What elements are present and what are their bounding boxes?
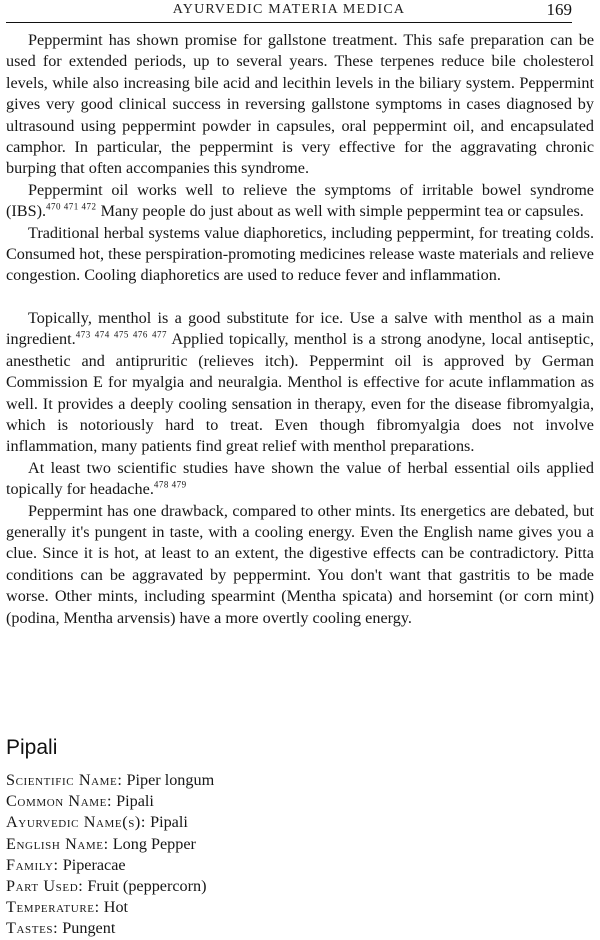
- citation-refs: 473 474 475 476 477: [75, 329, 167, 340]
- fact-label: Common Name:: [6, 792, 113, 811]
- fact-value: Hot: [103, 898, 129, 917]
- fact-family: [6, 855, 566, 876]
- paragraph-text: Applied topically, menthol is a strong anodyne, local antiseptic, anesthetic and antipruritic (relieves itch). Peppermint oil is approved by German Commission E for myalgia and neuralgia. Menthol is effective for acute inflammation as well. It provides a deeply cooling sensation in therapy, even for the disease fibromyalgia, which is notoriously hard to treat. Even though fibromyalgia does not involve inflammation, many patients find great relief with menthol preparations.: [6, 330, 594, 456]
- fact-label: Family:: [6, 855, 59, 874]
- paragraph-text: Peppermint has shown promise for gallstone treatment. This safe preparation can be used for extended periods, up to several years. These terpenes reduce bile cholesterol levels, while also increasing bile acid and lecithin levels in the biliary system. Peppermint gives very good clinical success in reversing gallstone symptoms in cases diagnosed by ultrasound using peppermint powder in capsules, oral peppermint oil, and encapsulated camphor. In particular, the peppermint is very effective for the aggravating chronic burping that often accompanies this syndrome.: [6, 31, 594, 178]
- fact-ayurvedic-name: [6, 812, 566, 833]
- paragraph-text: Peppermint has one drawback, compared to other mints. Its energetics are debated, but generally it's pungent in taste, with a cooling energy. Even the English name gives you a clue. Since it is hot, at least to an extent, the digestive effects can be contradictory. Pitta conditions can be aggravated by peppermint. You don't want that gastritis to be made worse. Other mints, including spearmint (Mentha spicata) and horsemint (or corn mint) (podina, Mentha arvensis) have a more overtly cooling energy.: [6, 501, 594, 627]
- paragraph-text: Peppermint oil works well to relieve the symptoms of irritable bowel syndrome (IBS).: [6, 180, 594, 221]
- fact-value: Pungent: [62, 919, 116, 938]
- paragraph-headache: [6, 458, 594, 501]
- fact-label: Temperature:: [6, 898, 100, 917]
- running-head: [6, 2, 572, 24]
- paragraph-ibs: [6, 180, 594, 223]
- paragraph-menthol: [6, 308, 594, 458]
- page-number: 169: [546, 0, 572, 19]
- paragraph-gallstone: [6, 30, 594, 180]
- fact-value: Fruit (peppercorn): [87, 877, 207, 896]
- paragraph-text: Many people do just about as well with simple peppermint tea or capsules.: [96, 202, 584, 221]
- fact-label: Ayurvedic Name(s):: [6, 813, 147, 832]
- paragraph-diaphoretics: [6, 223, 594, 287]
- herb-heading: Pipali: [6, 736, 58, 759]
- fact-value: Long Pepper: [112, 834, 196, 853]
- paragraph-text: Topically, menthol is a good substitute for ice. Use a salve with menthol as a main ingredient.: [6, 308, 594, 349]
- fact-value: Pipali: [150, 813, 188, 832]
- fact-label: Part Used:: [6, 877, 84, 896]
- fact-part-used: [6, 876, 566, 897]
- fact-label: Scientific Name:: [6, 771, 123, 789]
- fact-temperature: [6, 897, 566, 918]
- herb-facts: [6, 770, 566, 940]
- fact-scientific-name: [6, 770, 566, 791]
- citation-refs: 478 479: [153, 479, 187, 490]
- running-head-title: AYURVEDIC MATERIA MEDICA: [172, 2, 406, 17]
- fact-value: Piperacae: [62, 855, 126, 874]
- fact-tastes: [6, 918, 566, 939]
- paragraph-text: At least two scientific studies have shown the value of herbal essential oils applied topically for headache.: [6, 458, 594, 499]
- paragraph-drawback: [6, 501, 594, 629]
- body-text: [6, 30, 594, 629]
- fact-label: Tastes:: [6, 919, 59, 938]
- paragraph-text: Traditional herbal systems value diaphoretics, including peppermint, for treating colds. Consumed hot, these perspiration-promoting medicines release waste materials and relieve congestion. Cooling diaphoretics are used to reduce fever and inflammation.: [6, 223, 594, 285]
- fact-label: English Name:: [6, 834, 109, 853]
- citation-refs: 470 471 472: [46, 201, 97, 212]
- fact-common-name: [6, 791, 566, 812]
- fact-value: Piper longum: [126, 771, 215, 789]
- fact-value: Pipali: [116, 792, 154, 811]
- header-rule: [6, 22, 572, 23]
- fact-english-name: [6, 834, 566, 855]
